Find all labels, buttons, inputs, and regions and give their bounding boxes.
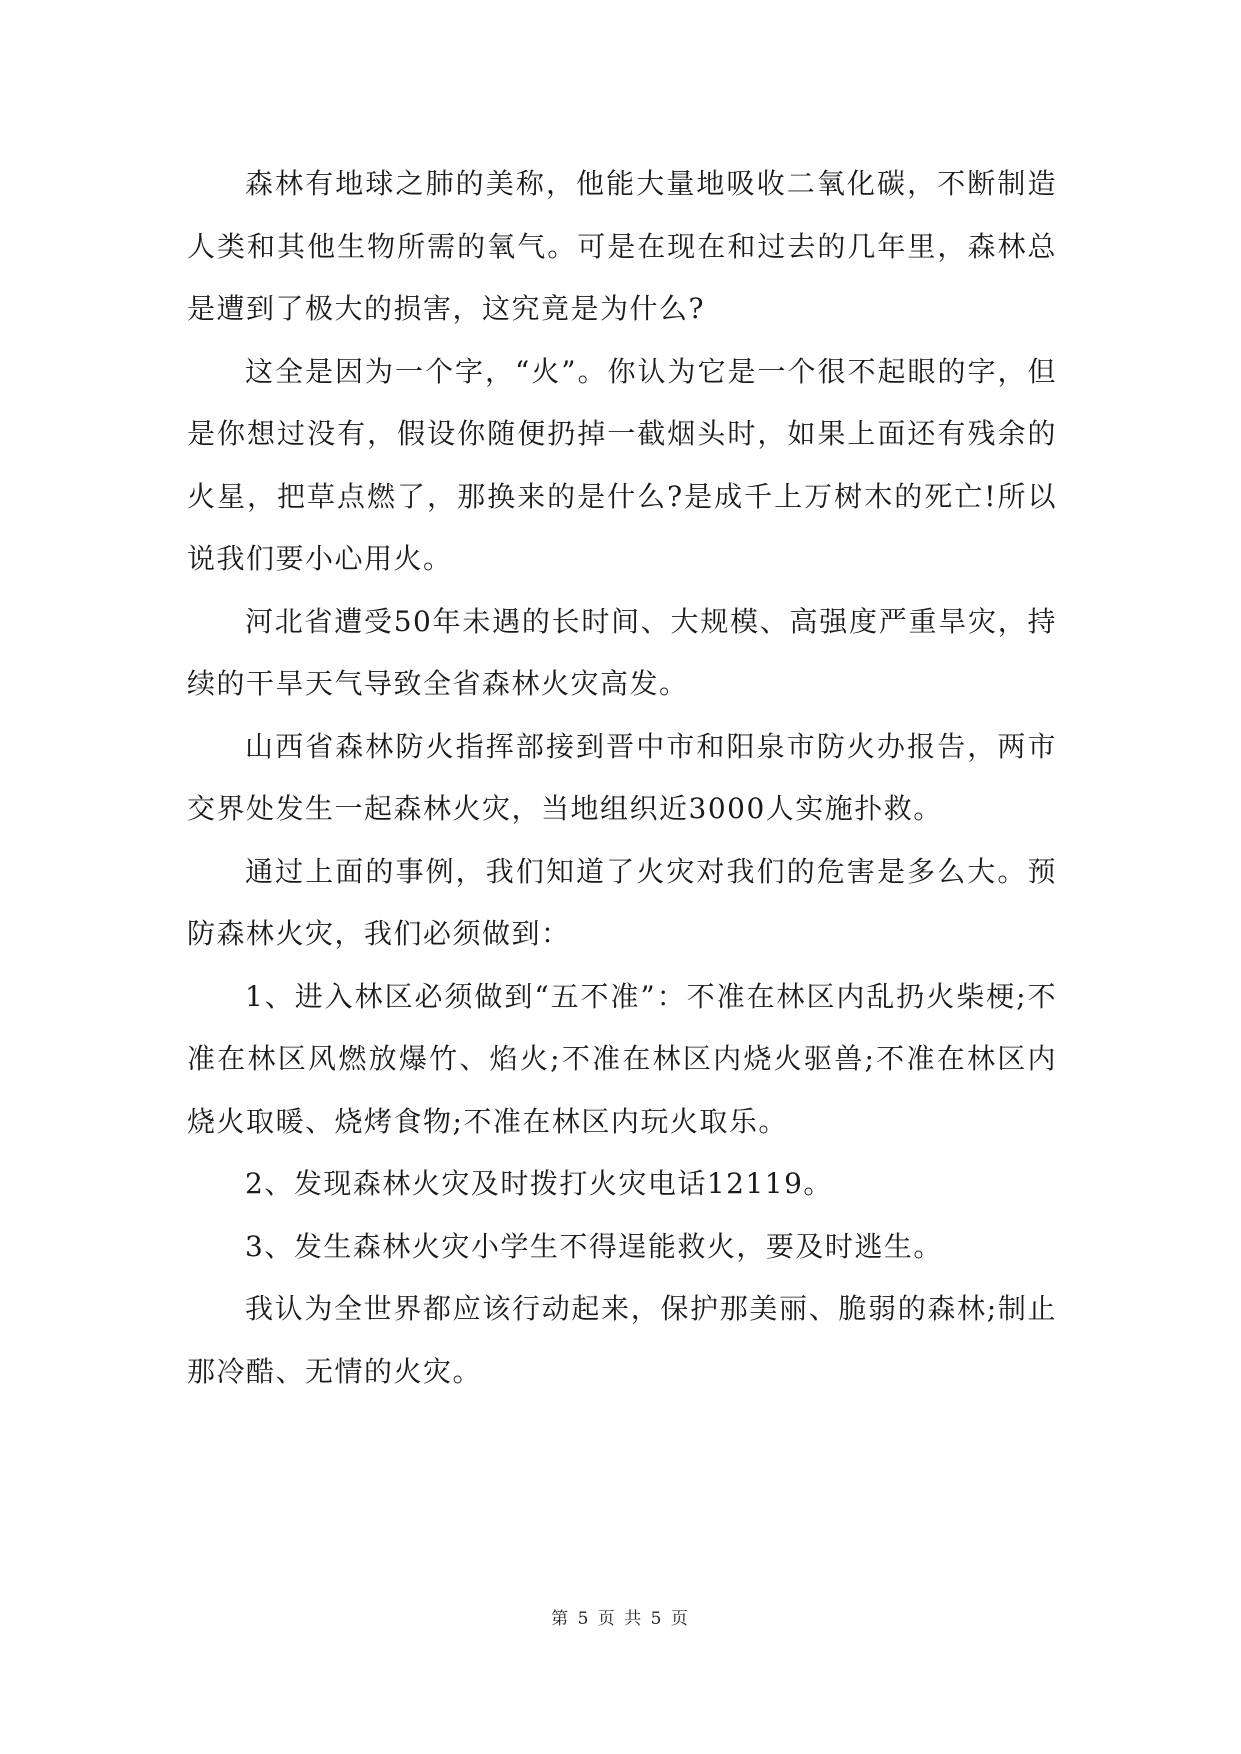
paragraph: 河北省遭受50年未遇的长时间、大规模、高强度严重旱灾，持续的干旱天气导致全省森林火灾高发。 xyxy=(187,604,1057,700)
list-item: 2、发现森林火灾及时拨打火灾电话12119。 xyxy=(245,1167,833,1200)
paragraph: 这全是因为一个字，“火”。你认为它是一个很不起眼的字，但是你想过没有，假设你随便扔掉一截烟头时，如果上面还有残余的火星，把草点燃了，那换来的是什么?是成千上万树木的死亡!所以说我们要小心用火。 xyxy=(187,354,1057,575)
document-body xyxy=(187,153,1057,1403)
page-number-footer: 第 5 页 共 5 页 xyxy=(551,1609,690,1629)
list-item: 3、发生森林火灾小学生不得逞能救火，要及时逃生。 xyxy=(245,1229,943,1263)
list-item: 1、进入林区必须做到“五不准”：不准在林区内乱扔火柴梗;不准在林区风燃放爆竹、焰火;不准在林区内烧火驱兽;不准在林区内烧火取暖、烧烤食物;不准在林区内玩火取乐。 xyxy=(187,979,1057,1138)
paragraph: 我认为全世界都应该行动起来，保护那美丽、脆弱的森林;制止那冷酷、无情的火灾。 xyxy=(187,1292,1057,1388)
paragraph: 森林有地球之肺的美称，他能大量地吸收二氧化碳，不断制造人类和其他生物所需的氧气。可是在现在和过去的几年里，森林总是遭到了极大的损害，这究竟是为什么? xyxy=(187,167,1057,325)
paragraph: 山西省森林防火指挥部接到晋中市和阳泉市防火办报告，两市交界处发生一起森林火灾，当地组织近3000人实施扑救。 xyxy=(187,729,1057,825)
paragraph: 通过上面的事例，我们知道了火灾对我们的危害是多么大。预防森林火灾，我们必须做到： xyxy=(187,854,1057,950)
